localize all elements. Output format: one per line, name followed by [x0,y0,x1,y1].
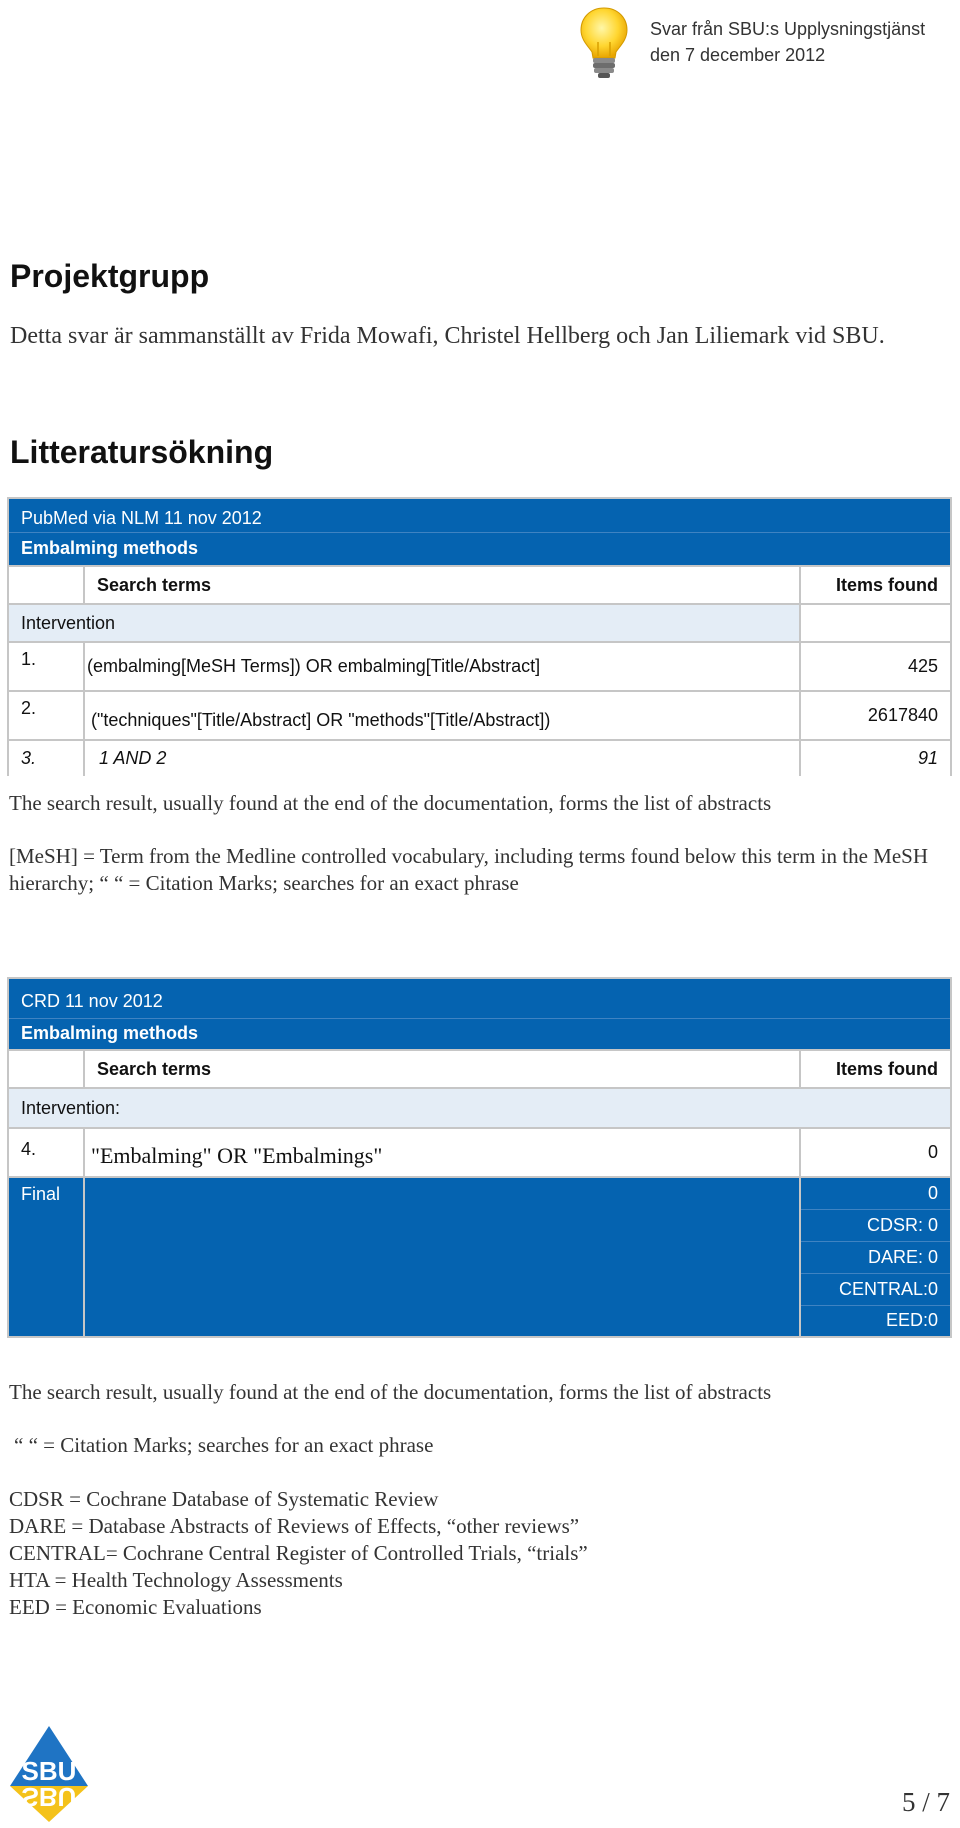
header-text [650,16,925,68]
section-row [8,1088,951,1128]
final-value-dare: DARE: 0 [800,1241,951,1273]
row-term: "Embalming" OR "Embalmings" [84,1128,800,1177]
crd-note-citation: “ “ = Citation Marks; searches for an exact phrase [14,1433,434,1457]
final-value-total: 0 [800,1177,951,1209]
page-header [578,6,958,80]
crd-search-table [7,977,952,1338]
final-row [8,1177,951,1209]
table-subtitle: Embalming methods [8,1018,951,1050]
svg-text:SBU: SBU [21,1782,77,1812]
header-items-found: Items found [800,1050,951,1088]
page-number: 5 / 7 [901,1787,950,1817]
row-items: 91 [800,740,951,776]
row-items: 425 [800,642,951,691]
final-empty-cell [84,1177,800,1337]
pubmed-note-result: The search result, usually found at the end of the documentation, forms the list of abstracts [9,791,772,815]
table-subtitle-row [8,1018,951,1050]
header-search-terms: Search terms [84,1050,800,1088]
table-row [8,642,951,691]
table-row [8,740,951,776]
header-line-2: den 7 december 2012 [650,45,826,65]
table-header-row [8,1050,951,1088]
section-heading-projektgrupp: Projektgrupp [10,258,210,294]
header-line-1: Svar från SBU:s Upplysningstjänst [650,19,926,39]
row-num: 4. [8,1128,84,1177]
table-header-row [8,566,951,604]
row-num: 2. [8,691,84,740]
abbrev-central: CENTRAL= Cochrane Central Register of Controlled Trials, “trials” [9,1541,588,1565]
table-title: CRD 11 nov 2012 [8,978,951,1018]
row-term: 1 AND 2 [84,740,800,776]
table-row [8,691,951,740]
row-num: 3. [8,740,84,776]
abbrev-cdsr: CDSR = Cochrane Database of Systematic Review [9,1487,439,1511]
row-items: 0 [800,1128,951,1177]
section-heading-litteratursokning: Litteratursökning [10,434,274,470]
crd-note-result: The search result, usually found at the end of the documentation, forms the list of abstracts [9,1380,772,1404]
section-items-cell [800,604,951,642]
final-label: Final [8,1177,84,1337]
table-subtitle-row [8,532,951,566]
table-subtitle: Embalming methods [8,532,951,566]
row-term: (embalming[MeSH Terms]) OR embalming[Title/Abstract] [84,642,800,691]
table-title-row [8,978,951,1018]
header-num-cell [8,566,84,604]
section-label: Intervention: [8,1088,951,1128]
abbrev-hta: HTA = Health Technology Assessments [9,1568,343,1592]
table-title: PubMed via NLM 11 nov 2012 [8,498,951,532]
sbu-logo [8,1724,90,1824]
lightbulb-icon [578,6,630,80]
row-term: ("techniques"[Title/Abstract] OR "methods"[Title/Abstract]) [84,691,800,740]
section-label: Intervention [8,604,800,642]
abbrev-eed: EED = Economic Evaluations [9,1595,262,1619]
final-value-cdsr: CDSR: 0 [800,1209,951,1241]
row-items: 2617840 [800,691,951,740]
final-value-eed: EED:0 [800,1305,951,1337]
logo-text: SBU [21,1756,77,1786]
row-num: 1. [8,642,84,691]
abbrev-dare: DARE = Database Abstracts of Reviews of Effects, “other reviews” [9,1514,580,1538]
header-num-cell [8,1050,84,1088]
section-row [8,604,951,642]
header-search-terms: Search terms [84,566,800,604]
projektgrupp-text: Detta svar är sammanställt av Frida Mowafi, Christel Hellberg och Jan Liliemark vid SBU. [10,323,885,349]
abbreviation-list [9,1486,949,1621]
header-items-found: Items found [800,566,951,604]
pubmed-search-table [7,497,952,776]
table-row [8,1128,951,1177]
pubmed-note-mesh: [MeSH] = Term from the Medline controlled vocabulary, including terms found below this term in the MeSH hierarchy; “ “ = Citation Marks; searches for an exact phrase [9,844,929,895]
table-title-row [8,498,951,532]
final-value-central: CENTRAL:0 [800,1273,951,1305]
